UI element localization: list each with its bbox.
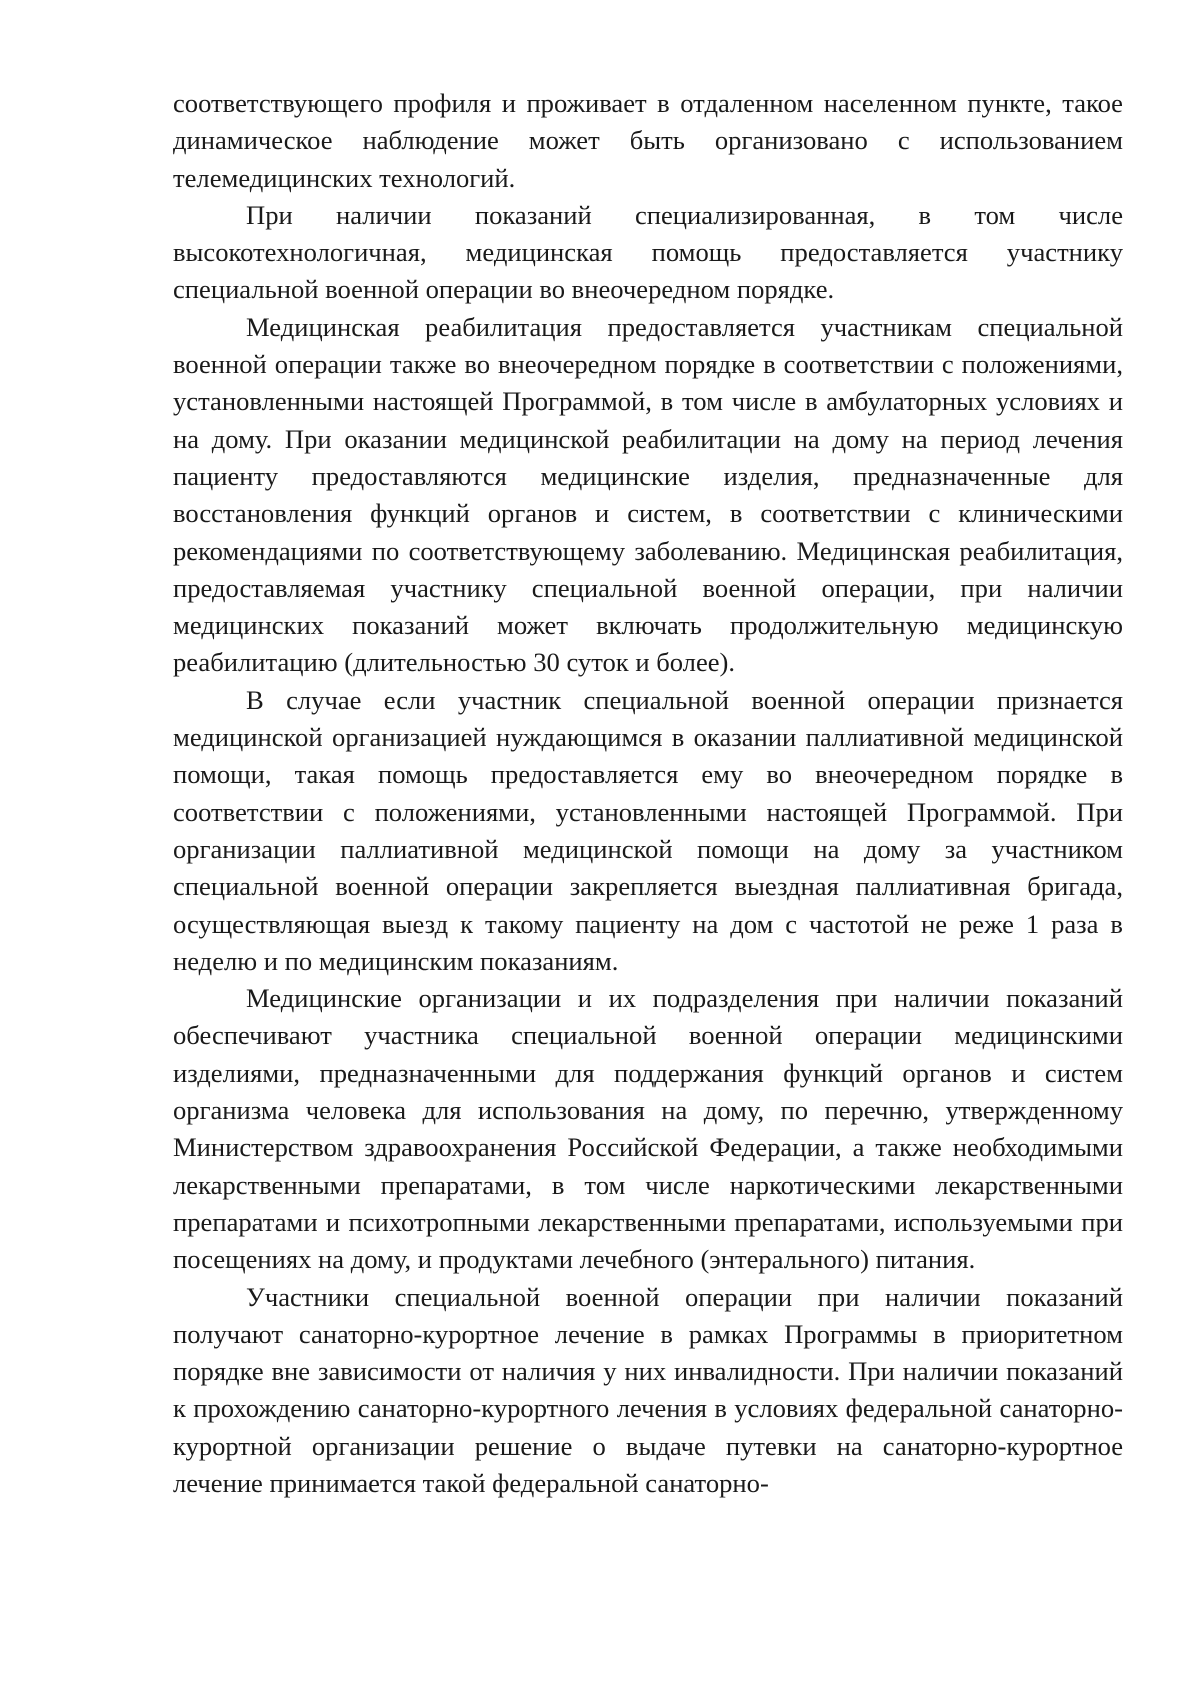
- document-body: [173, 85, 1123, 1502]
- paragraph-medical-devices: Медицинские организации и их подразделения при наличии показаний обеспечивают участника специальной военной операции медицинскими изделиями, предназначенными для поддержания функций органов и систем организма человека для использования на дому, по перечню, утвержденному Министерством здравоохранения Российской Федерации, а также необходимыми лекарственными препаратами, в том числе наркотическими лекарственными препаратами и психотропными лекарственными препаратами, используемыми при посещениях на дому, и продуктами лечебного (энтерального) питания.: [173, 983, 1123, 1275]
- paragraph-continuation: соответствующего профиля и проживает в отдаленном населенном пункте, такое динамическое наблюдение может быть организовано с использованием телемедицинских технологий.: [173, 88, 1123, 193]
- paragraph-sanatorium-treatment: Участники специальной военной операции при наличии показаний получают санаторно-курортное лечение в рамках Программы в приоритетном порядке вне зависимости от наличия у них инвалидности. При наличии показаний к прохождению санаторно-курортного лечения в условиях федеральной санаторно-курортной организации решение о выдаче путевки на санаторно-курортное лечение принимается такой федеральной санаторно-: [173, 1281, 1123, 1498]
- paragraph-rehabilitation: Медицинская реабилитация предоставляется участникам специальной военной операции также во внеочередном порядке в соответствии с положениями, установленными настоящей Программой, в том числе в амбулаторных условиях и на дому. При оказании медицинской реабилитации на дому на период лечения пациенту предоставляются медицинские изделия, предназначенные для восстановления функций органов и систем, в соответствии с клиническими рекомендациями по соответствующему заболеванию. Медицинская реабилитация, предоставляемая участнику специальной военной операции, при наличии медицинских показаний может включать продолжительную медицинскую реабилитацию (длительностью 30 суток и более).: [173, 311, 1123, 678]
- paragraph-specialized-care: При наличии показаний специализированная, в том числе высокотехнологичная, медицинская помощь предоставляется участнику специальной военной операции во внеочередном порядке.: [173, 199, 1123, 305]
- paragraph-palliative-care: В случае если участник специальной военной операции признается медицинской организацией нуждающимся в оказании паллиативной медицинской помощи, такая помощь предоставляется ему во внеочередном порядке в соответствии с положениями, установленными настоящей Программой. При организации паллиативной медицинской помощи на дому за участником специальной военной операции закрепляется выездная паллиативная бригада, осуществляющая выезд к такому пациенту на дом с частотой не реже 1 раза в неделю и по медицинским показаниям.: [173, 684, 1123, 976]
